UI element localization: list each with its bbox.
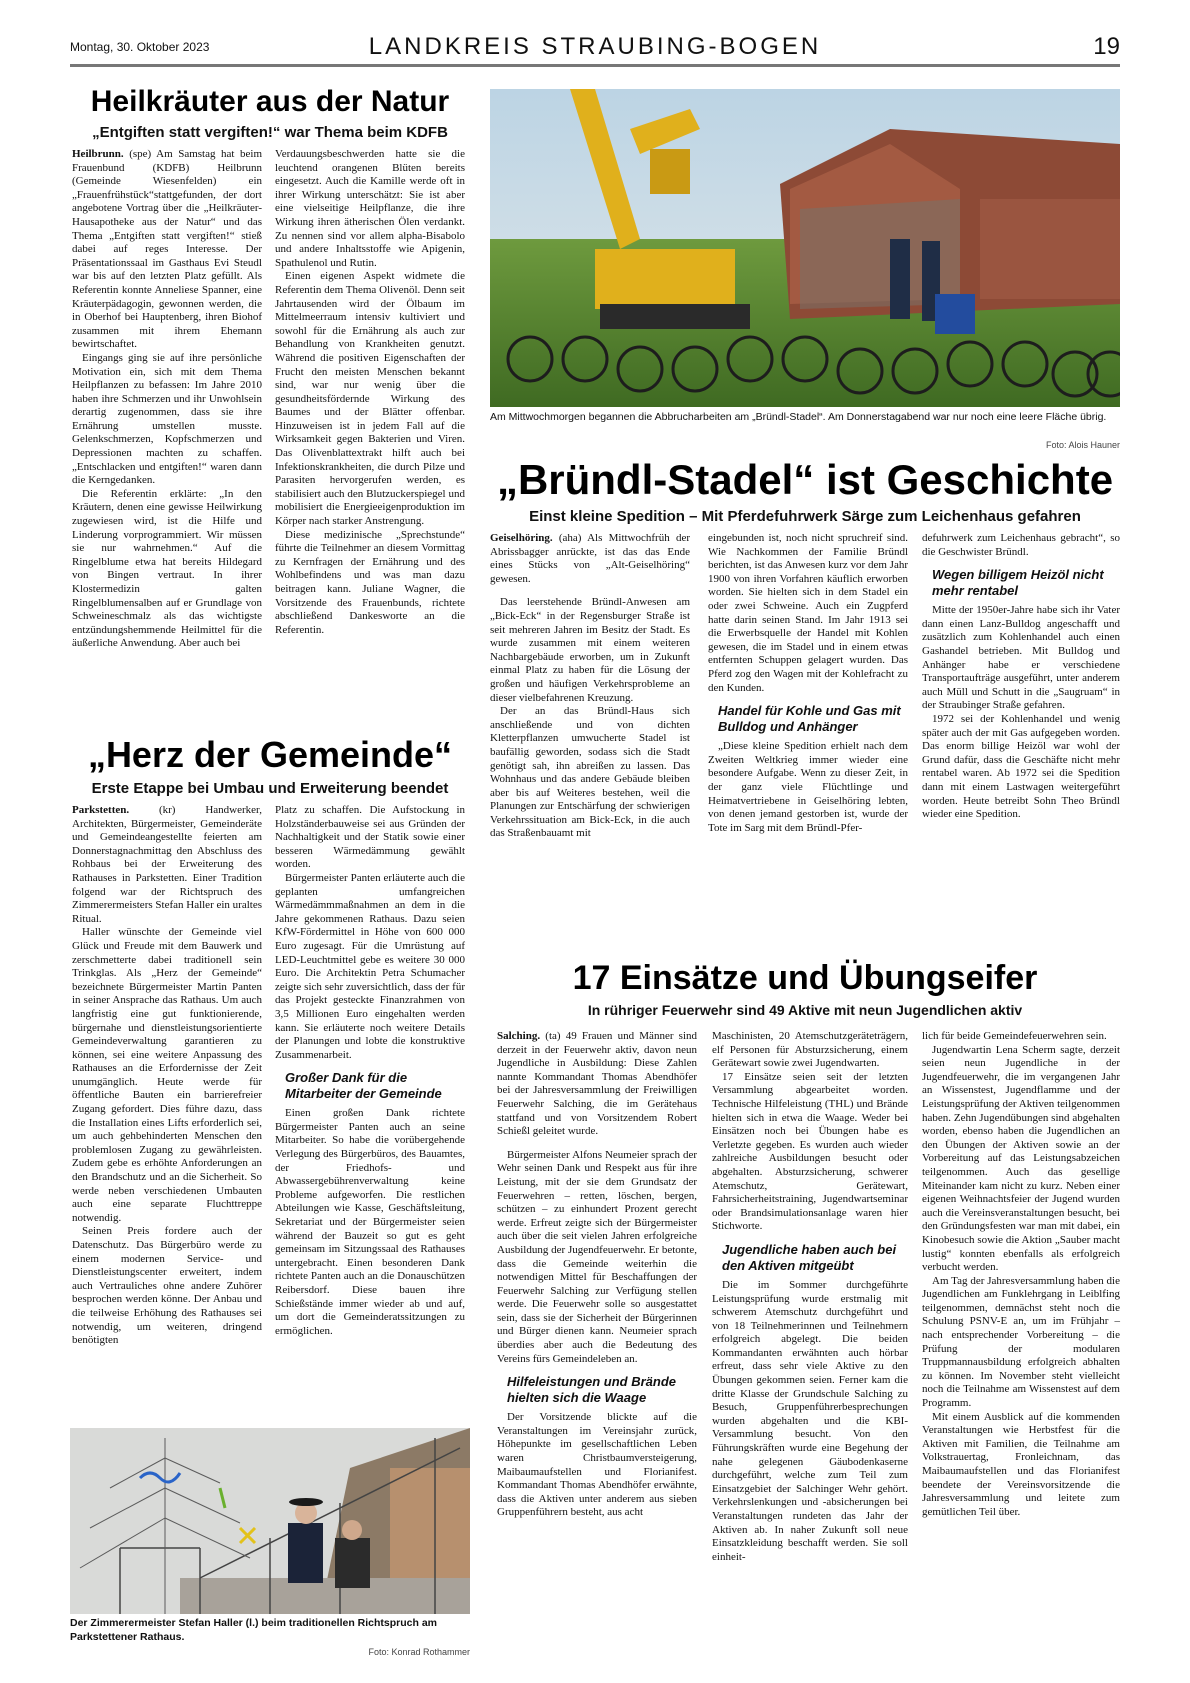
article2-intertitle: Wegen billigem Heizöl nicht mehr rentabel <box>932 567 1104 599</box>
demolition-photo-credit: Foto: Alois Hauner <box>1045 440 1120 450</box>
article1-column-1 <box>72 148 262 651</box>
article4-headline: 17 Einsätze und Übungseifer <box>572 959 1038 997</box>
article2-paragraph: Der an das Bründl-Haus sich anschließende und von dichten Kletterpflanzen umwucherte Stadel ist baufällig geworden, sodass sich die Stadt genötigt sah, ihn abreißen zu lassen. Das Wohnhaus und das andere Gebäude bleiben aber bis auf Weiteres bestehen, weil die Planungen zur Entschärfung der schwierigen Verkehrssituation am Bick-Eck, in die auch das Straßenbauamt mit <box>490 705 690 840</box>
article3-intertitle: Großer Dank für die Mitarbeiter der Gemeinde <box>285 1070 442 1102</box>
article4-column-1 <box>497 1030 697 1520</box>
article4-paragraph: (ta) 49 Frauen und Männer sind derzeit in der Feuerwehr aktiv, davon neun Jugendliche in Ausbildung: Diese Zahlen nannte Kommandant Thomas Abendhöfer bei der Jahresversammlung der Freiwilligen Feuerwehr Salching, die im Gerätehaus stattfand und von Vorsitzendem Robert Schießl geleitet wurde. <box>497 1030 697 1138</box>
article4-paragraph: lich für beide Gemeindefeuerwehren sein. <box>922 1030 1107 1042</box>
article2-column-3 <box>922 532 1120 822</box>
article2-column-2 <box>708 532 908 835</box>
article4-intertitle: Hilfeleistungen und Brände hielten sich die Waage <box>507 1374 677 1406</box>
demolition-photo-caption: Am Mittwochmorgen begannen die Abbrucharbeiten am „Bründl-Stadel“. Am Donnerstagabend war nur noch eine leere Fläche übrig. <box>490 411 1107 423</box>
article4-column-3 <box>922 1030 1120 1519</box>
article3-dateline: Parkstetten. <box>72 804 130 816</box>
article3-headline: „Herz der Gemeinde“ <box>87 734 453 775</box>
article1-column-2 <box>275 148 465 637</box>
article1-paragraph: Die Referentin erklärte: „In den Kräutern, denen eine gewisse Heilwirkung zugewiesen wird, ist die Hilfe und Linderung vorprogrammiert. Wir müssen sie nur wahrnehmen.“ Auf die Ringelblume etwa hat bereits Hildegard von Bingen vertraut. In ihrer Klostermedizin galten Ringelblumensalben auf er Grundlage von Schweineschmalz als das wichtigste entzündungshemmende Heilmittel für die äußerliche Anwendung. Aber auch bei <box>72 487 262 650</box>
page-number: 19 <box>1093 33 1120 60</box>
article2-intertitle: Handel für Kohle und Gas mit Bulldog und Anhänger <box>718 703 901 735</box>
demolition-photo <box>490 89 1120 407</box>
header-rule <box>70 64 1120 67</box>
article2-headline: „Bründl-Stadel“ ist Geschichte <box>496 456 1114 503</box>
article4-dateline: Salching. <box>497 1030 541 1042</box>
article2-column-1 <box>490 532 690 841</box>
article2-paragraph: „Diese kleine Spedition erhielt nach dem Zweiten Weltkrieg immer wieder eine besondere Aufgabe. Wenn zu dieser Zeit, in der ganz viele Flüchtlinge und Heimatvertriebene in Geiselhöring lebten, von denen jemand gestorben ist, wurde der Tote im Sarg mit dem Bründl-Pfer- <box>708 740 908 834</box>
article1-paragraph: (spe) Am Samstag hat beim Frauenbund (KDFB) Heilbrunn (Gemeinde Wiesenfelden) ein „Frauenfrühstück“stattgefunden, der dort angebotene Vortrag über die „Heilkräuter-Hausapotheke aus der Natur“ und das Thema „Entgiften statt vergiften!“ stieß dabei auf reges Interesse. Der Präsentationssaal im Gasthaus Evi Steudl war bis auf den letzten Platz gefüllt. Als Referentin konnte Anneliese Spanner, eine Kräuterpädagogin, gewonnen werden, die in Oberhof bei Hauptenberg, ihren Biohof zusammen mit ihrem Ehemann bewirtschaftet. <box>72 148 263 351</box>
topping-out-photo <box>70 1428 470 1614</box>
article3-paragraph: Seinen Preis fordere auch der Datenschutz. Das Bürgerbüro werde zu einem modernen Service- und Dienstleistungscenter erweitert, indem auch Vertrauliches ohne andere Zuhörer besprochen werden könne. Der Anbau und die teilweise Erhöhung des Rathauses sei notwendig, um weiteren, dringend benötigten <box>72 1225 262 1347</box>
article4-paragraph: Der Vorsitzende blickte auf die Veranstaltungen im Vereinsjahr zurück, Höhepunkte im gesellschaftlichen Leben waren Christbaumversteigerung, Maibaumaufstellen und Florianifest. Kommandant Thomas Abendhöfer erwähnte, dass die Aktiven unter anderem aus sieben Gruppenführern besteht, aus acht <box>497 1411 697 1519</box>
article1-paragraph: Eingangs ging sie auf ihre persönliche Motivation ein, sich mit dem Thema Heilpflanzen zu befassen: Im Jahre 2010 haben ihre Schmerzen und ihr Unwohlsein derartig zugenommen, dass sie ihre Ernährung umstellen musste. Gelenkschmerzen, Kopfschmerzen und Depressionen machten zu schaffen. „Entschlacken und entgiften!“ waren dann die Kerngedanken. <box>72 351 262 487</box>
article2-paragraph: Das leerstehende Bründl-Anwesen am „Bick-Eck“ in der Regensburger Straße ist seit mehreren Jahren im Besitz der Stadt. Es wurde zusammen mit einem weiteren Nachbargebäude erworben, um in Zukunft einmal Platz zu haben für die Lösung der großen und häufigen Verkehrsprobleme an dieser vielbefahrenen Kreuzung. <box>490 596 690 704</box>
article3-paragraph: (kr) Handwerker, Architekten, Bürgermeister, Gemeinderäte und Gemeindeangestellte feierten am Donnerstagnachmittag den Abschluss des Rohbaus bei der Erweiterung des Rathauses in Parkstetten. Einer Tradition folgend war der Richtspruch des Zimmerermeisters Stefan Haller ein uraltes Ritual. <box>72 804 262 925</box>
article4-paragraph: Mit einem Ausblick auf die kommenden Veranstaltungen wie Herbstfest für die Aktiven mit Familien, die Teilnahme am Volkstrauertag, Fronleichnam, das Maibaumaufstellen und das Florianifest beendete der Vereinsvorsitzende die Jahresversammlung und leitete zum gemütlichen Teil über. <box>922 1410 1120 1518</box>
article2-paragraph: defuhrwerk zum Leichenhaus gebracht“, so die Geschwister Bründl. <box>922 532 1120 558</box>
section-title: LANDKREIS STRAUBING-BOGEN <box>368 33 822 60</box>
article3-subhead: Erste Etappe bei Umbau und Erweiterung beendet <box>91 780 449 797</box>
topping-out-photo-caption: Der Zimmerermeister Stefan Haller (l.) beim traditionellen Richtspruch am Parkstettener Rathaus. <box>70 1617 438 1643</box>
article1-headline: Heilkräuter aus der Natur <box>90 85 450 118</box>
article1-subhead: „Entgiften statt vergiften!“ war Thema beim KDFB <box>92 124 448 141</box>
article3-paragraph: Platz zu schaffen. Die Aufstockung in Holzständerbauweise sei aus Gründen der Nachhaltigkeit und der Statik sowie einer besseren Wärmedämmung gewählt worden. <box>275 804 465 871</box>
article4-paragraph: Bürgermeister Alfons Neumeier sprach der Wehr seinen Dank und Respekt aus für ihre Leistung, mit der sie dem Grundsatz der Feuerwehren – retten, löschen, bergen, schützen – zu einhundert Prozent gerecht werde. Erfreut zeigte sich der Bürgermeister auch über die seit vielen Jahren erfolgreiche Ausbildung der Jugendfeuerwehr. Er betonte, dass die Gemeinde weiterhin die notwendigen Mittel für Beschaffungen der Feuerwehr Salching zur Verfügung stellen werde. Die Feuerwehr solle so ausgestattet sein, dass sie der Sicherheit der Bürgerinnen und Bürger dienen kann. Neumeier sprach überdies aber auch die Bedeutung des Vereins fürs Gemeindeleben an. <box>497 1148 697 1365</box>
article4-intertitle: Jugendliche haben auch bei den Aktiven mitgeübt <box>722 1241 897 1273</box>
article4-subhead: In rühriger Feuerwehr sind 49 Aktive mit neun Jugendlichen aktiv <box>587 1002 1023 1018</box>
article2-paragraph: (aha) Als Mittwochfrüh der Abrissbagger anrückte, ist das das Ende eines Stücks von „Alt-Geiselhöring“ gewesen. <box>490 532 690 585</box>
article3-column-1 <box>72 804 262 1348</box>
article2-paragraph: Mitte der 1950er-Jahre habe sich ihr Vater dann einen Lanz-Bulldog angeschafft und zusätzlich zum Kohlenhandel auch einen Gashandel betrieben. Mit Bulldog und Anhänger habe er verschiedene Transportaufträge ausgeführt, unter anderem auch Müll und Schutt in die „Saugruam“ in der Straubinger Straße gefahren. <box>922 604 1120 712</box>
topping-out-photo-credit: Foto: Konrad Rothammer <box>368 1647 470 1657</box>
article3-column-2 <box>275 804 465 1338</box>
article3-paragraph: Einen großen Dank richtete Bürgermeister Panten auch an seine Mitarbeiter. So habe die vorübergehende Verlegung des Bürgerbüros, des Bauamtes, der Friedhofs- und Abwassergebührenverwaltung keine Probleme aufgeworfen. Die restlichen Abteilungen wie Kasse, Geschäftsleitung, Sekretariat und der Bürgermeister seien während der Bauzeit so gut es geht gemeinsam im Sitzungssaal des Rathauses untergebracht. Einen besonderen Dank richtete Panten auch an die Donauschützen Reibersdorf. Diese bauen ihre Schießstände immer wieder ab und auf, um dort die Gemeinderatssitzungen zu ermöglichen. <box>275 1107 465 1337</box>
article4-paragraph: Maschinisten, 20 Atemschutzgeräteträgern, elf Personen für Absturzsicherung, einem Gerätewart sowie zwei Jugendwarten. <box>712 1030 908 1070</box>
article4-paragraph: Jugendwartin Lena Scherm sagte, derzeit seien neun Jugendliche in der Jugendfeuerwehr, die im vergangenen Jahr an Wissenstest, Jugendflamme und der Leistungsprüfung der Aktiven teilgenommen haben. Zehn Jugendübungen sind abgehalten worden, ebenso haben die Jugendlichen an den Übungen der Aktiven sowie an der Vorbereitung auf das Leistungsabzeichen teilgenommen. Auch das gesellige Miteinander kam nicht zu kurz. Neben einer eigenen Weihnachtsfeier der Jugend wurden auch die Vereinsveranstaltungen besucht, bei den Gründungsfesten war man mit dabei, ein Kinobesuch sowie die Aktion „Sauber macht lustig“ konnten ebenfalls als erfolgreich verbucht werden. <box>922 1043 1120 1274</box>
article1-dateline: Heilbrunn. <box>72 148 124 160</box>
article2-paragraph: 1972 sei der Kohlenhandel und wenig später auch der mit Gas aufgegeben worden. Das enorm billige Heizöl war wohl der Grund dafür, dass die Geschäfte nicht mehr rentabel waren. Ab 1972 sei die Spedition dann mit einem Lastwagen weitergeführt worden. Heute betreibt Sohn Theo Bründl wieder eine Spedition. <box>922 712 1120 821</box>
issue-date: Montag, 30. Oktober 2023 <box>70 40 210 54</box>
article1-paragraph: Diese medizinische „Sprechstunde“ führte die Teilnehmer an diesem Vormittag zu Kernfragen der Ernährung und des Wohlbefindens und was man dazu beitragen kann. Juliane Wagner, die Vorsitzende des Frauenbunds, richtete abschließend Dankesworte an die Referentin. <box>275 528 465 636</box>
demolition-photo-image <box>490 89 1120 407</box>
article3-paragraph: Bürgermeister Panten erläuterte auch die geplanten umfangreichen Wärmedämmmaßnahmen an dem in die Jahre gekommenen Rathaus. Dazu seien KfW-Fördermittel in Höhe von 600 000 Euro zugesagt. Für die Umrüstung auf LED-Leuchtmittel gebe es weitere 30 000 Euro. Die Architektin Petra Schumacher zeigte sich sehr zuversichtlich, dass der für das Projekt gesteckte Finanzrahmen von 3,5 Millionen Euro eingehalten werden kann. Sie erläuterte noch weitere Details der Planungen und lobte die konstruktive Zusammenarbeit. <box>275 871 465 1061</box>
article1-paragraph: Verdauungsbeschwerden hatte sie die leuchtend orangenen Blüten bereits eingesetzt. Auch die Kamille werde oft in ihrer Wirkung unterschätzt: Sie ist aber eine vielseitige Heilpflanze, die ihre Wirkung ihren ätherischen Ölen verdankt. Zu nennen sind vor allem alpha-Bisabolo und andere Inhaltsstoffe wie Apigenin, Spathulenol und Rutin. <box>275 148 465 269</box>
article4-paragraph: Am Tag der Jahresversammlung haben die Jugendlichen am Funklehrgang in Leiblfing teilgenommen, demnächst steht noch die Schulung PSNV-E an, um im Frühjahr – nach entsprechender Vorbereitung – die Prüfung der modularen Truppmannausbildung erfolgreich abhalten zu können. Im November steht vielleicht noch die Teilnahme am Wissenstest auf dem Programm. <box>922 1274 1120 1410</box>
article4-paragraph: Die im Sommer durchgeführte Leistungsprüfung wurde erstmalig mit schwerem Atemschutz durchgeführt und von 18 Teilnehmerinnen und Teilnehmern erfolgreich abgelegt. Die beiden Kommandanten erwähnten auch hörbar erfreut, dass sehr viele Aktive zu den Übungen gekommen seien. Ferner kam die dritte Klasse der Grundschule Salching zu Besuch, Gruppenführerbesprechungen wurden abgehalten und die KBI-Versammlung besucht. Von den Führungskräften wurde eine Begehung der nahe gelegenen Gäubodenkaserne durchgeführt, welche zum Teil zum Einsatzgebiet der Salchinger Wehr gehört. Verkehrslenkungen und -absicherungen bei Veranstaltungen rundeten das Jahr der Aktiven ab. In naher Zukunft soll neue Einsatzkleidung beschafft werden. Sie soll einheit- <box>712 1278 908 1563</box>
article1-paragraph: Einen eigenen Aspekt widmete die Referentin dem Thema Olivenöl. Denn seit Jahrtausenden wird der Ölbaum im Mittelmeerraum intensiv kultiviert und sowohl für die Ernährung als auch zur Behandlung von Krankheiten genutzt. Während die positiven Eigenschaften der Frucht den meisten Menschen bekannt sind, war nur wenig über die gesundheitsfördernde Wirkung des Baumes und der Blätter offenbar. Hinzuweisen ist in jedem Fall auf die Wirksamkeit gegen Bakterien und Viren. Das Olivenblattextrakt hilft auch bei Infektionskrankheiten, die durch Pilze und Parasiten hervorgerufen werden, es stabilisiert auch den Blutzuckerspiegel und mobilisiert die Energieeigenproduktion im Körper nach starker Anstrengung. <box>275 270 465 528</box>
article4-paragraph: 17 Einsätze seien seit der letzten Versammlung abgearbeitet worden. Technische Hilfeleistung (THL) und Brände hielten sich in etwa die Waage. Weder bei Einsätzen noch bei Übungen habe es Verletzte gegeben. Es wurden auch wieder zahlreiche Ausbildungen besucht oder abgehalten. Absturzsicherung, schwerer Atemschutz, Gerätewart, Fahrsicherheitstraining, Jugendwartseminar oder Brandsimulationsanlage waren hier Stichworte. <box>712 1070 908 1233</box>
article4-column-2 <box>712 1030 908 1564</box>
article2-dateline: Geiselhöring. <box>490 532 553 544</box>
topping-out-photo-image <box>70 1428 470 1614</box>
article2-subhead: Einst kleine Spedition – Mit Pferdefuhrwerk Särge zum Leichenhaus gefahren <box>529 508 1081 525</box>
article2-paragraph: eingebunden ist, noch nicht spruchreif sind. Wie Nachkommen der Familie Bründl berichten, ist das Anwesen kurz vor dem Jahr 1900 von ihren Vorfahren käuflich erworben worden. Sie hielten sich in dem Stadel ein oder zwei Schweine. Auch ein Zugpferd hatte darin seinen Stand. Im Jahr 1913 sei die Erwerbsquelle der Handel mit Kohlen gewesen, die im Stadel und in einem etwas entfernten Schuppen gelagert wurden. Das Pferd zog den Wagen mit der Kohlefracht zu den Kunden. <box>708 532 908 694</box>
article3-paragraph: Haller wünschte der Gemeinde viel Glück und Freude mit dem Bauwerk und zerschmetterte dabei traditionell sein Trinkglas. Als „Herz der Gemeinde“ bezeichnete Bürgermeister Martin Panten in seiner Ansprache das Rathaus. Um auch langfristig eine gut funktionierende, bürgernahe und dienstleistungsorientierte Gemeindeverwaltung garantieren zu können, sei eine weitere Anpassung des Rathauses an die Erfordernisse der Zeit unumgänglich. Heute werde für öffentliche Bauten ein barrierefreier Zugang gefordert. Dies führe dazu, dass die Installation eines Lifts erforderlich sei, um auch gehbehinderten Menschen den problemlosen Zugang zu gewährleisten. Zudem gebe es erhöhte Anforderungen an den Brandschutz und an die Sicherheit. So werde neben verschiedenen Umbauten auch eine separate Fluchttreppe notwendig. <box>72 926 262 1224</box>
